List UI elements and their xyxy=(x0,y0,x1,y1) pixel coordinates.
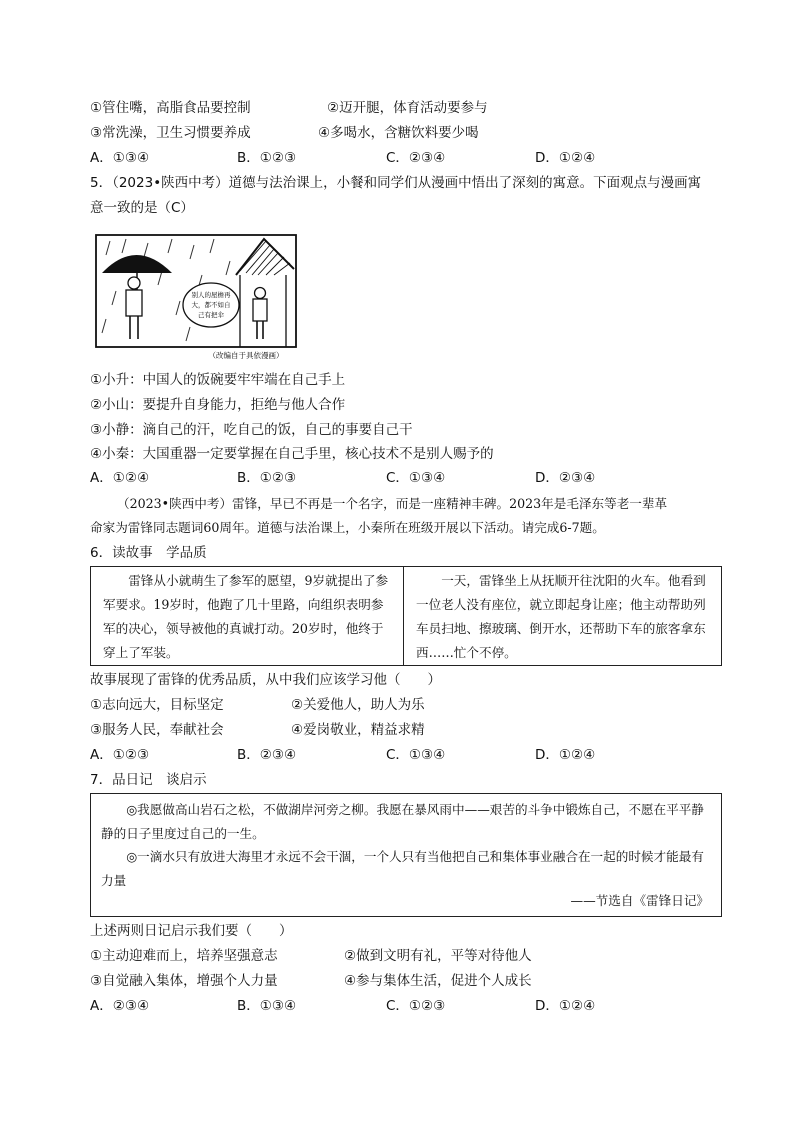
q7-choice-d: D．①②④ xyxy=(535,998,596,1014)
q4-option-3: ③常洗澡，卫生习惯要养成 xyxy=(90,125,251,141)
q7-option-1: ①主动迎难而上，培养坚强意志 xyxy=(90,948,278,964)
q6-title: 6．读故事 学品质 xyxy=(90,545,207,561)
q7-choice-b: B．①③④ xyxy=(237,998,297,1014)
left-person-body xyxy=(126,290,142,316)
q6-story-right: 一天，雷锋坐上从抚顺开往沈阳的火车。他看到一位老人没有座位，就立即起身让座；他主动帮助列车员扫地、擦玻璃、倒开水，还帮助下车的旅客拿东西……忙个不停。 xyxy=(416,573,706,660)
q6-question: 故事展现了雷锋的优秀品质，从中我们应该学习他（ ） xyxy=(90,672,441,688)
q4-option-1: ①管住嘴，高脂食品要控制 xyxy=(90,100,251,116)
q5-choice-c: C．①③④ xyxy=(386,470,446,486)
q6-choice-c: C．①③④ xyxy=(386,747,446,763)
cartoon-caption: （改编自于具依漫画） xyxy=(208,351,284,360)
q6-option-2: ②关爱他人，助人为乐 xyxy=(291,697,425,713)
q7-diary-content xyxy=(91,794,721,916)
q4-option-2: ②迈开腿，体育活动要参与 xyxy=(327,100,488,116)
q7-diary-1: ◎我愿做高山岩石之松，不做湖岸河旁之柳。我愿在暴风雨中——艰苦的斗争中锻炼自己，不愿在平平静静的日子里度过自己的一生。 xyxy=(101,802,704,841)
q7-diary-source: ——节选自《雷锋日记》 xyxy=(570,892,709,908)
q6-option-1: ①志向远大，目标坚定 xyxy=(90,697,224,713)
q7-choice-a: A．②③④ xyxy=(90,998,150,1014)
bubble-text-3: 己有把伞 xyxy=(198,311,224,319)
q6-choice-a: A．①②③ xyxy=(90,747,150,763)
q7-choice-c: C．①②③ xyxy=(386,998,446,1014)
q7-option-3: ③自觉融入集体，增强个人力量 xyxy=(90,973,278,989)
q4-choice-d: D．①②④ xyxy=(535,150,596,166)
q4-choice-b: B．①②③ xyxy=(237,150,297,166)
q7-title: 7．品日记 谈启示 xyxy=(90,772,207,788)
q5-stem-line1: 5．（2023•陕西中考）道德与法治课上，小餐和同学们从漫画中悟出了深刻的寓意。下面观点与漫画寓 xyxy=(90,175,702,191)
right-person-body xyxy=(253,299,267,321)
q7-option-2: ②做到文明有礼，平等对待他人 xyxy=(344,948,532,964)
q7-question: 上述两则日记启示我们要（ ） xyxy=(90,923,293,939)
q6-option-3: ③服务人民，奉献社会 xyxy=(90,722,224,738)
q5-option-4: ④小秦：大国重器一定要掌握在自己手里，核心技术不是别人赐予的 xyxy=(90,446,494,462)
q5-stem-line2: 意一致的是（C） xyxy=(90,200,194,216)
q7-option-4: ④参与集体生活，促进个人成长 xyxy=(344,973,532,989)
q4-choice-c: C．②③④ xyxy=(386,150,446,166)
q5-choice-a: A．①②④ xyxy=(90,470,150,486)
cartoon-illustration xyxy=(90,231,300,366)
bubble-text-2: 大，都不如自 xyxy=(191,301,231,309)
q5-option-1: ①小升：中国人的饭碗要牢牢端在自己手上 xyxy=(90,372,346,388)
q7-diary-2: ◎一滴水只有放进大海里才永远不会干涸，一个人只有当他把自己和集体事业融合在一起的时候才能最有力量 xyxy=(101,849,704,888)
bubble-text-1: 别人的屋檐再 xyxy=(191,291,231,299)
intro-line2: 命家为雷锋同志题词60周年。道德与法治课上，小秦所在班级开展以下活动。请完成6-7题。 xyxy=(90,520,605,535)
q5-choice-d: D．②③④ xyxy=(535,470,596,486)
left-person-head xyxy=(128,277,140,289)
q7-diary-box xyxy=(90,793,722,917)
q6-story-left: 雷锋从小就萌生了参军的愿望，9岁就提出了参军要求。19岁时，他跑了几十里路，向组织表明参军的决心，领导被他的真诚打动。20岁时，他终于穿上了军装。 xyxy=(103,573,389,660)
intro-line1: （2023•陕西中考）雷锋，早已不再是一个名字，而是一座精神丰碑。2023年是毛泽东等老一辈革 xyxy=(117,496,668,511)
right-person-head xyxy=(255,288,266,299)
q6-choice-b: B．②③④ xyxy=(237,747,297,763)
q4-option-4: ④多喝水，含糖饮料要少喝 xyxy=(318,125,479,141)
q6-story-table xyxy=(90,566,722,666)
q5-option-2: ②小山：要提升自身能力，拒绝与他人合作 xyxy=(90,397,346,413)
q6-option-4: ④爱岗敬业，精益求精 xyxy=(291,722,425,738)
q5-option-3: ③小静：滴自己的汗，吃自己的饭，自己的事要自己干 xyxy=(90,422,413,438)
q6-choice-d: D．①②④ xyxy=(535,747,596,763)
q4-choice-a: A．①③④ xyxy=(90,150,150,166)
q5-choice-b: B．①②③ xyxy=(237,470,297,486)
